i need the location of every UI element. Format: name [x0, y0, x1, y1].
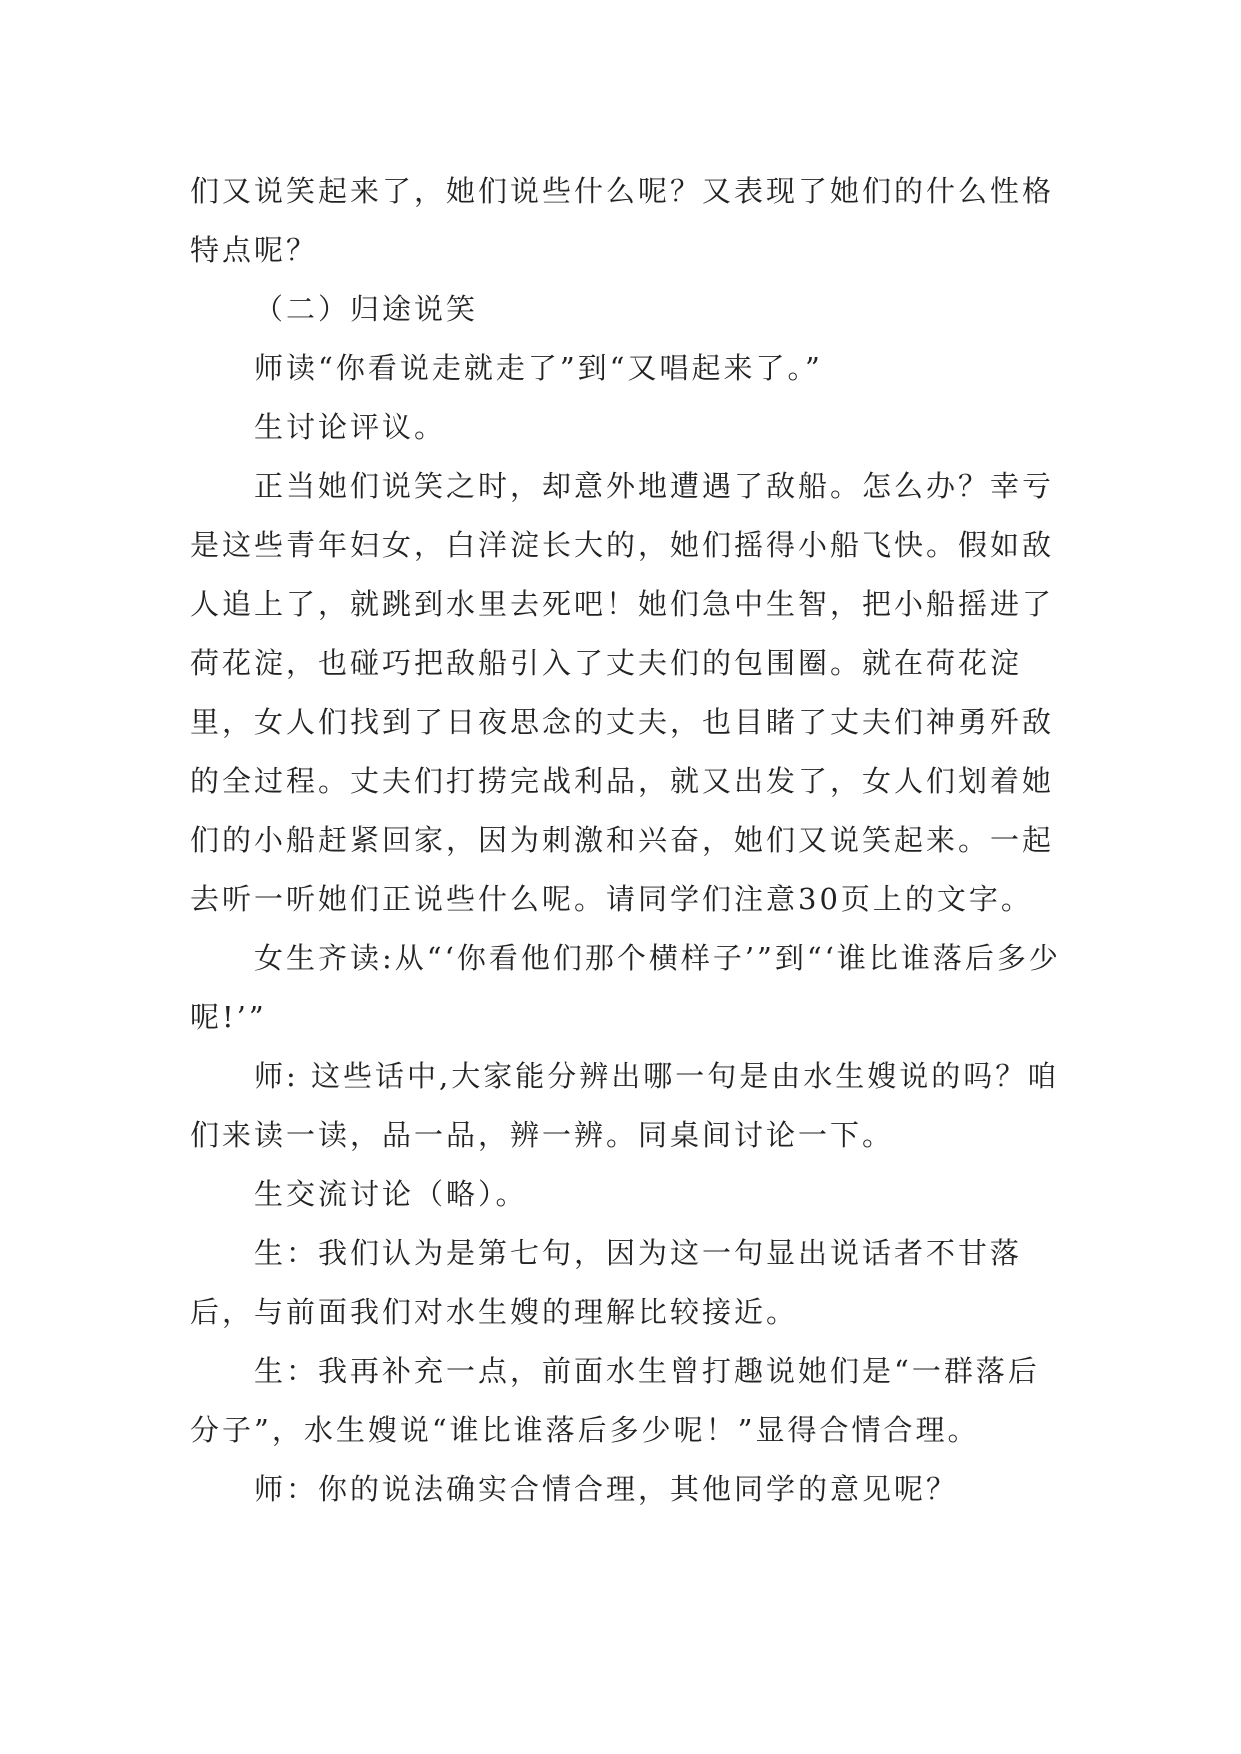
paragraph-narrative: 正当她们说笑之时，却意外地遭遇了敌船。怎么办？幸亏是这些青年妇女，白洋淀长大的，她们摇得小船飞快。假如敌人追上了，就跳到水里去死吧！她们急中生智，把小船摇进了荷花淀，也碰巧把敌船引入了丈夫们的包围圈。就在荷花淀里，女人们找到了日夜思念的丈夫，也目睹了丈夫们神勇歼敌的全过程。丈夫们打捞完战利品，就又出发了，女人们划着她们的小船赶紧回家，因为刺激和兴奋，她们又说笑起来。一起去听一听她们正说些什么呢。请同学们注意30页上的文字。 [190, 469, 1055, 916]
section-heading: （二）归途说笑 [254, 292, 479, 326]
paragraph-student-answer-1: 生：我们认为是第七句，因为这一句显出说话者不甘落后，与前面我们对水生嫂的理解比较接近。 [190, 1236, 1023, 1329]
paragraph-girls-read: 女生齐读:从“‘你看他们那个横样子’”到“‘谁比谁落后多少呢!’” [190, 941, 1061, 1034]
paragraph-teacher-reads: 师读“你看说走就走了”到“又唱起来了。” [254, 351, 823, 385]
paragraph-student-exchange: 生交流讨论（略）。 [254, 1177, 528, 1211]
paragraph-teacher-question: 师: 这些话中,大家能分辨出哪一句是由水生嫂说的吗？咱们来读一读，品一品，辨一辨。同桌间讨论一下。 [190, 1059, 1060, 1152]
paragraph-student-answer-2: 生：我再补充一点，前面水生曾打趣说她们是“一群落后分子”，水生嫂说“谁比谁落后多少呢！”显得合情合理。 [190, 1354, 1040, 1447]
paragraph-continued-question: 们又说笑起来了，她们说些什么呢？又表现了她们的什么性格特点呢？ [190, 174, 1055, 267]
document-body [190, 162, 1070, 1519]
paragraph-teacher-response: 师：你的说法确实合情合理，其他同学的意见呢？ [254, 1472, 959, 1506]
paragraph-student-discuss: 生讨论评议。 [254, 410, 447, 444]
